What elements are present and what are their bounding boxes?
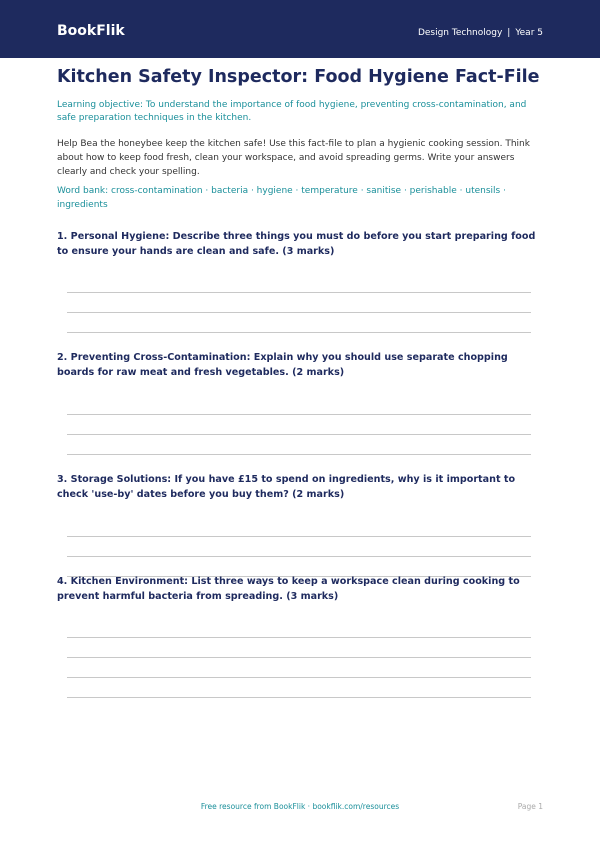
answer-line[interactable] (67, 434, 531, 435)
answer-line[interactable] (67, 292, 531, 293)
answer-line[interactable] (67, 414, 531, 415)
header-separator: | (507, 28, 511, 38)
question-3: 3. Storage Solutions: If you have £15 to spend on ingredients, why is it important to check 'use-by' dates before you buy them? (2 marks) (57, 474, 516, 500)
question-2: 2. Preventing Cross-Contamination: Explain why you should use separate chopping boards for raw meat and fresh vegetables. (2 marks) (57, 352, 508, 378)
footer-text: Free resource from BookFlik · bookflik.com/resources (200, 802, 400, 811)
answer-line[interactable] (67, 312, 531, 313)
answer-line[interactable] (67, 556, 531, 557)
year-label: Year 5 (515, 28, 543, 38)
question-1: 1. Personal Hygiene: Describe three things you must do before you start preparing food to ensure your hands are clean and safe. (3 marks) (57, 231, 536, 257)
answer-line[interactable] (67, 637, 531, 638)
answer-line[interactable] (67, 657, 531, 658)
header-meta (418, 27, 543, 39)
page-title: Kitchen Safety Inspector: Food Hygiene Fact-File (57, 67, 540, 87)
subject-label: Design Technology (417, 28, 503, 38)
question-4: 4. Kitchen Environment: List three ways to keep a workspace clean during cooking to prevent harmful bacteria from spreading. (3 marks) (57, 576, 520, 602)
answer-line[interactable] (67, 454, 531, 455)
word-bank: Word bank: cross-contamination · bacteria · hygiene · temperature · sanitise · perishable · utensils · ingredients (57, 186, 506, 210)
answer-line[interactable] (67, 536, 531, 537)
intro-text: Help Bea the honeybee keep the kitchen safe! Use this fact-file to plan a hygienic cooking session. Think about how to keep food fresh, clean your workspace, and avoid spreading germs. Write your answers clearly and check your spelling. (57, 139, 530, 177)
answer-line[interactable] (67, 697, 531, 698)
learning-objective: Learning objective: To understand the importance of food hygiene, preventing cross-contamination, and safe preparation techniques in the kitchen. (57, 100, 527, 123)
answer-line[interactable] (67, 677, 531, 678)
answer-line[interactable] (67, 332, 531, 333)
page-number: Page 1 (517, 802, 543, 811)
brand-logo: BookFlik (57, 23, 125, 39)
page-header (0, 0, 600, 58)
